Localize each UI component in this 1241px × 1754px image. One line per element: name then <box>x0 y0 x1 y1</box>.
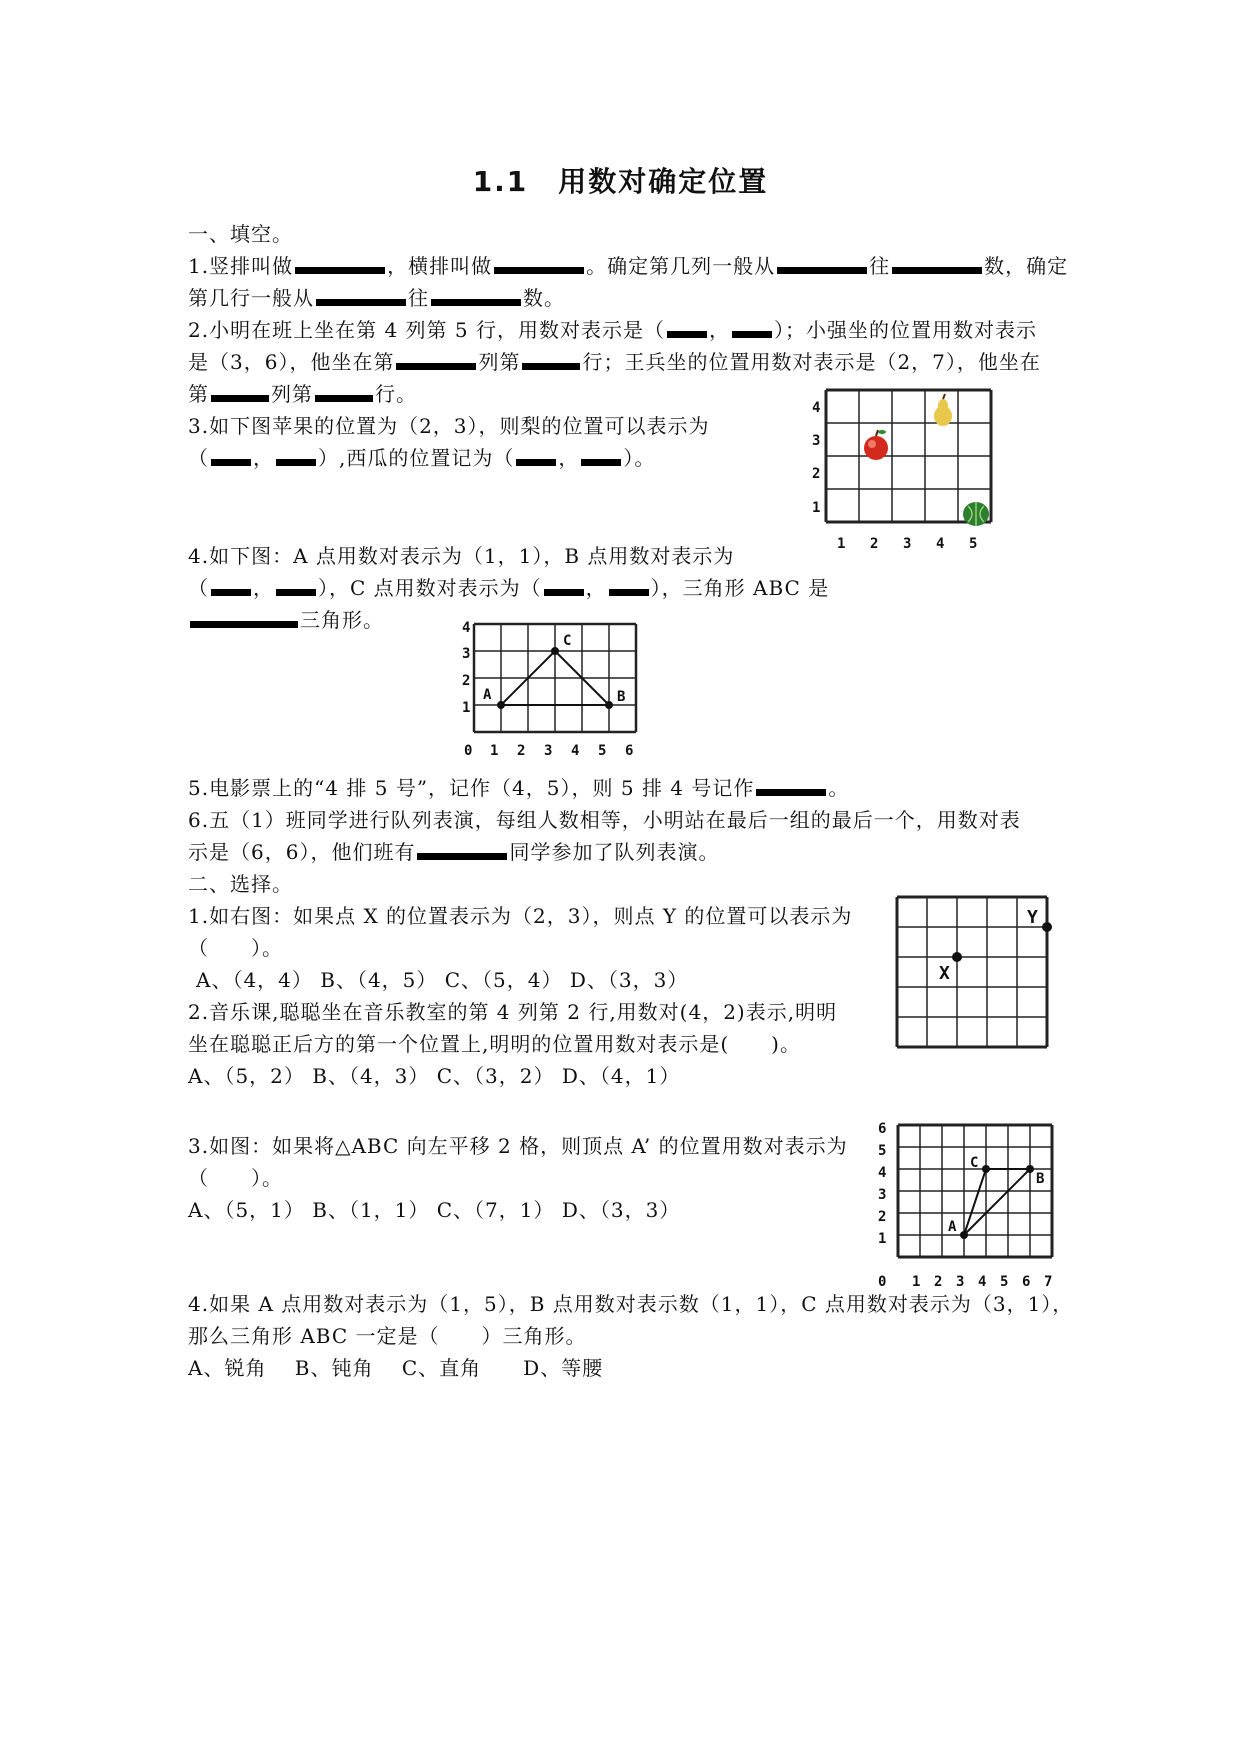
fruit-x-tick-5: 5 <box>969 536 978 552</box>
abc-y-tick-5: 5 <box>878 1143 887 1159</box>
abc-y-tick-6: 6 <box>878 1121 887 1137</box>
q3-line1: 3.如下图苹果的位置为（2，3），则梨的位置可以表示为 <box>188 414 710 438</box>
c3-line1: 3.如图：如果将△ABC 向左平移 2 格，则顶点 A’ 的位置用数对表示为 <box>188 1134 848 1158</box>
c4-line2: 那么三角形 ABC 一定是（ ）三角形。 <box>188 1324 587 1348</box>
tri-y-tick-1: 1 <box>462 700 471 716</box>
fruit-x-tick-3: 3 <box>903 536 912 552</box>
fruit-x-tick-4: 4 <box>936 536 945 552</box>
answer-blank[interactable] <box>756 789 826 796</box>
q3-text: ）。 <box>623 446 656 470</box>
answer-blank[interactable] <box>431 299 521 306</box>
answer-blank[interactable] <box>581 459 621 466</box>
q2-line2 <box>188 346 1041 378</box>
label-b: B <box>617 689 626 705</box>
tri-x-tick-3: 3 <box>544 743 553 759</box>
tri-x-tick-5: 5 <box>598 743 607 759</box>
point-y <box>1042 922 1052 932</box>
answer-blank[interactable] <box>276 459 316 466</box>
fruit-y-tick-4: 4 <box>812 400 821 416</box>
answer-blank[interactable] <box>190 621 298 628</box>
point-b-2 <box>1026 1165 1034 1173</box>
q1-text: 第几行一般从 <box>188 286 314 310</box>
point-a-2 <box>960 1231 968 1239</box>
q2-text: 行。 <box>375 382 417 406</box>
page-title: 1.1 用数对确定位置 <box>472 165 769 198</box>
q2-text: 是（3，6），他坐在第 <box>188 350 395 374</box>
abc-y-ticks <box>878 1121 886 1247</box>
q2-text: 2.小明在班上坐在第 4 列第 5 行，用数对表示是（ <box>188 318 665 342</box>
answer-blank[interactable] <box>544 589 584 596</box>
q1-text: 往 <box>869 254 891 278</box>
answer-blank[interactable] <box>777 267 867 274</box>
answer-blank[interactable] <box>316 299 406 306</box>
abc-x-tick-7: 7 <box>1044 1274 1053 1290</box>
section-choice-heading: 二、选择。 <box>188 872 293 896</box>
q6-text: 示是（6，6），他们班有 <box>188 840 416 864</box>
tri-x-tick-6: 6 <box>625 743 634 759</box>
tri-x-tick-0: 0 <box>464 743 473 759</box>
tri-y-tick-3: 3 <box>462 646 471 662</box>
q4-text: 三角形。 <box>300 608 384 632</box>
q6-text: 同学参加了队列表演。 <box>509 840 720 864</box>
q4-text: ， <box>253 576 274 600</box>
xy-grid <box>897 897 1047 1047</box>
q3-text: ， <box>558 446 580 470</box>
q4-text: ， <box>585 576 607 600</box>
q5-line <box>188 772 849 804</box>
point-a <box>497 701 505 709</box>
q1-text: 往 <box>408 286 429 310</box>
q1-line1 <box>188 250 1068 282</box>
answer-blank[interactable] <box>516 459 556 466</box>
answer-blank[interactable] <box>732 331 772 338</box>
tri-y-tick-2: 2 <box>462 673 471 689</box>
answer-blank[interactable] <box>522 363 580 370</box>
tri-x-tick-1: 1 <box>490 743 499 759</box>
q3-line2 <box>188 442 655 474</box>
fruit-grid-figure <box>800 388 1010 563</box>
triangle-grid <box>474 624 636 732</box>
abc-y-tick-4: 4 <box>878 1165 887 1181</box>
abc-x-tick-3: 3 <box>956 1274 965 1290</box>
answer-blank[interactable] <box>396 363 476 370</box>
c4-options[interactable]: A、锐角 B、钝角 C、直角 D、等腰 <box>188 1356 604 1380</box>
c1-line2: （ ）。 <box>188 936 283 960</box>
label-y: Y <box>1027 907 1038 928</box>
point-c-2 <box>982 1165 990 1173</box>
answer-blank[interactable] <box>609 589 649 596</box>
answer-blank[interactable] <box>892 267 982 274</box>
apple-icon <box>864 430 888 460</box>
answer-blank[interactable] <box>315 395 373 402</box>
fruit-x-tick-1: 1 <box>837 536 846 552</box>
q1-text: 数，确定 <box>984 254 1069 278</box>
q3-text: ， <box>253 446 274 470</box>
triangle-grid-figure <box>460 620 660 765</box>
answer-blank[interactable] <box>211 589 251 596</box>
watermelon-icon <box>963 502 989 526</box>
triangle-abc-2 <box>964 1169 1030 1235</box>
label-b-2: B <box>1036 1171 1045 1187</box>
c1-options[interactable]: A、（4，4） B、（4，5） C、（5，4） D、（3，3） <box>196 968 689 992</box>
q4-text: ），C 点用数对表示为（ <box>318 576 542 600</box>
abc-y-tick-1: 1 <box>878 1231 887 1247</box>
q6-line1: 6.五（1）班同学进行队列表演，每组人数相等，小明站在最后一组的最后一个，用数对表 <box>188 808 1021 832</box>
q4-text: ），三角形 ABC 是 <box>650 576 830 600</box>
q1-text: 。确定第几列一般从 <box>586 254 776 278</box>
abc-x-tick-4: 4 <box>978 1274 987 1290</box>
c3-line2: （ ）。 <box>188 1166 283 1190</box>
pear-icon <box>934 394 952 426</box>
abc-x-tick-6: 6 <box>1022 1274 1031 1290</box>
abc-x-tick-1: 1 <box>912 1274 921 1290</box>
point-b <box>605 701 613 709</box>
point-x <box>952 952 962 962</box>
abc-x-tick-0: 0 <box>878 1274 887 1290</box>
q1-line2 <box>188 282 565 314</box>
abc-y-tick-3: 3 <box>878 1187 887 1203</box>
q4-line1: 4.如下图：A 点用数对表示为（1，1），B 点用数对表示为 <box>188 544 735 568</box>
q5-text: 。 <box>828 776 850 800</box>
abc-y-tick-2: 2 <box>878 1209 887 1225</box>
q2-text: 列第 <box>478 350 521 374</box>
c3-options[interactable]: A、（5，1） B、（1，1） C、（7，1） D、（3，3） <box>188 1198 681 1222</box>
abc-x-tick-5: 5 <box>1000 1274 1009 1290</box>
fruit-x-tick-2: 2 <box>870 536 879 552</box>
q1-text: 1.竖排叫做 <box>188 254 294 278</box>
label-a: A <box>483 687 492 703</box>
q4-line3 <box>188 604 384 636</box>
abc-x-tick-2: 2 <box>934 1274 943 1290</box>
label-x: X <box>939 963 950 984</box>
fruit-grid <box>826 390 991 522</box>
q2-text: 行；王兵坐的位置用数对表示是（2，7），他坐在 <box>582 350 1041 374</box>
answer-blank[interactable] <box>211 395 269 402</box>
point-c <box>551 647 559 655</box>
q4-line2 <box>188 572 829 604</box>
q1-text: 数。 <box>523 286 565 310</box>
c2-line1: 2.音乐课,聪聪坐在音乐教室的第 4 列第 2 行,用数对(4，2)表示,明明 <box>188 1000 838 1024</box>
q2-text: 列第 <box>271 382 313 406</box>
tri-y-tick-4: 4 <box>462 620 471 636</box>
q6-line2 <box>188 836 719 868</box>
answer-blank[interactable] <box>494 267 584 274</box>
label-c-2: C <box>970 1155 979 1171</box>
answer-blank[interactable] <box>211 459 251 466</box>
q3-text: ）,西瓜的位置记为（ <box>318 446 515 470</box>
answer-blank[interactable] <box>276 589 316 596</box>
q2-line1 <box>188 314 1037 346</box>
q5-text: 5.电影票上的“4 排 5 号”，记作（4，5），则 5 排 4 号记作 <box>188 776 755 800</box>
tri-x-tick-4: 4 <box>571 743 580 759</box>
q2-text: ）；小强坐的位置用数对表示 <box>773 318 1037 342</box>
c1-line1: 1.如右图：如果点 X 的位置表示为（2，3），则点 Y 的位置可以表示为 <box>188 904 853 928</box>
label-a-2: A <box>948 1219 957 1235</box>
fruit-y-tick-2: 2 <box>812 466 821 482</box>
label-c: C <box>563 633 572 649</box>
abc-grid <box>898 1125 1052 1257</box>
c4-line1: 4.如果 A 点用数对表示为（1，5），B 点用数对表示数（1，1），C 点用数对表示为（3，1）， <box>188 1292 1074 1316</box>
answer-blank[interactable] <box>417 853 507 860</box>
q4-text: （ <box>188 576 209 600</box>
fruit-y-tick-1: 1 <box>812 500 821 516</box>
answer-blank[interactable] <box>667 331 707 338</box>
tri-x-tick-2: 2 <box>517 743 526 759</box>
q1-text: ，横排叫做 <box>387 254 493 278</box>
answer-blank[interactable] <box>295 267 385 274</box>
xy-grid-figure <box>892 892 1062 1054</box>
fruit-y-tick-3: 3 <box>812 433 821 449</box>
section-fill-heading: 一、填空。 <box>188 222 293 246</box>
abc-grid-figure <box>876 1118 1076 1298</box>
q2-line3 <box>188 378 417 410</box>
q2-text: ， <box>708 318 730 342</box>
c2-options[interactable]: A、（5，2） B、（4，3） C、（3，2） D、（4，1） <box>188 1064 681 1088</box>
c2-line2: 坐在聪聪正后方的第一个位置上,明明的位置用数对表示是( )。 <box>188 1032 801 1056</box>
q2-text: 第 <box>188 382 209 406</box>
q3-text: （ <box>188 446 209 470</box>
